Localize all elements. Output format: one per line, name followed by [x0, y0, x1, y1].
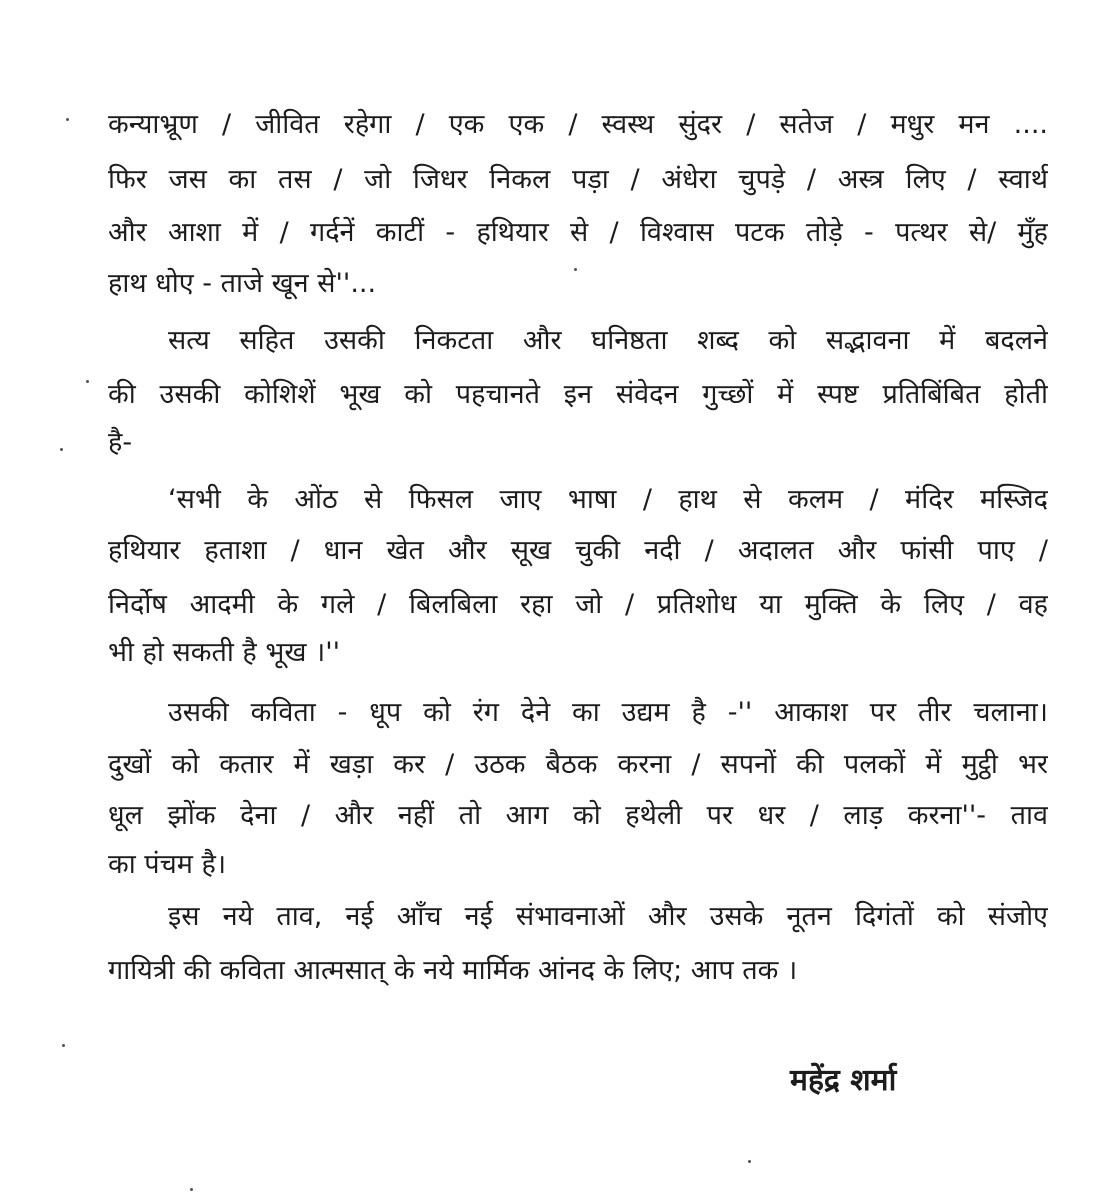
paragraph-5-line-1: इस नये ताव, नई आँच नई संभावनाओं और उसके नूतन दिगंतों को संजोए	[168, 901, 1048, 932]
scan-speck	[66, 118, 69, 121]
paragraph-5-line-2: गायित्री की कविता आत्मसात् के नये मार्मिक आंनद के लिए; आप तक ।	[108, 955, 798, 986]
scan-speck	[62, 1044, 65, 1047]
paragraph-1-line-1: कन्याभ्रूण / जीवित रहेगा / एक एक / स्वस्थ सुंदर / सतेज / मधुर मन ....	[108, 109, 1048, 140]
paragraph-3-line-2: हथियार हताशा / धान खेत और सूख चुकी नदी / अदालत और फांसी पाए /	[108, 535, 1048, 566]
scan-speck	[574, 268, 577, 271]
scan-speck	[60, 448, 63, 451]
paragraph-4-line-1: उसकी कविता - धूप को रंग देने का उद्यम है -'' आकाश पर तीर चलाना।	[168, 697, 1048, 728]
paragraph-3-line-4: भी हो सकती है भूख ।''	[108, 637, 341, 668]
paragraph-4-line-2: दुखों को कतार में खड़ा कर / उठक बैठक करना / सपनों की पलकों में मुट्ठी भर	[108, 749, 1048, 780]
paragraph-3-line-3: निर्दोष आदमी के गले / बिलबिला रहा जो / प्रतिशोध या मुक्ति के लिए / वह	[108, 589, 1048, 620]
paragraph-3-line-1: ‘सभी के ओंठ से फिसल जाए भाषा / हाथ से कलम / मंदिर मस्जिद	[168, 484, 1048, 515]
paragraph-1-line-2: फिर जस का तस / जो जिधर निकल पड़ा / अंधेरा चुपड़े / अस्त्र लिए / स्वार्थ	[108, 164, 1048, 195]
author-signature: महेंद्र शर्मा	[790, 1063, 897, 1098]
paragraph-2-line-2: की उसकी कोशिशें भूख को पहचानते इन संवेदन गुच्छों में स्पष्ट प्रतिबिंबित होती	[108, 379, 1048, 410]
paragraph-1-line-4: हाथ धोए - ताजे खून से''...	[108, 268, 377, 299]
scan-speck	[86, 380, 89, 383]
paragraph-4-line-3: धूल झोंक देना / और नहीं तो आग को हथेली पर धर / लाड़ करना''- ताव	[108, 800, 1048, 831]
paragraph-1-line-3: और आशा में / गर्दनें काटीं - हथियार से / विश्वास पटक तोड़े - पत्थर से/ मुँह	[108, 217, 1048, 248]
scan-speck	[748, 1160, 751, 1163]
paragraph-4-line-4: का पंचम है।	[108, 849, 227, 880]
scan-speck	[190, 1188, 193, 1191]
paragraph-2-line-3: है-	[108, 427, 133, 458]
paragraph-2-line-1: सत्य सहित उसकी निकटता और घनिष्ठता शब्द को सद्भावना में बदलने	[168, 325, 1048, 356]
